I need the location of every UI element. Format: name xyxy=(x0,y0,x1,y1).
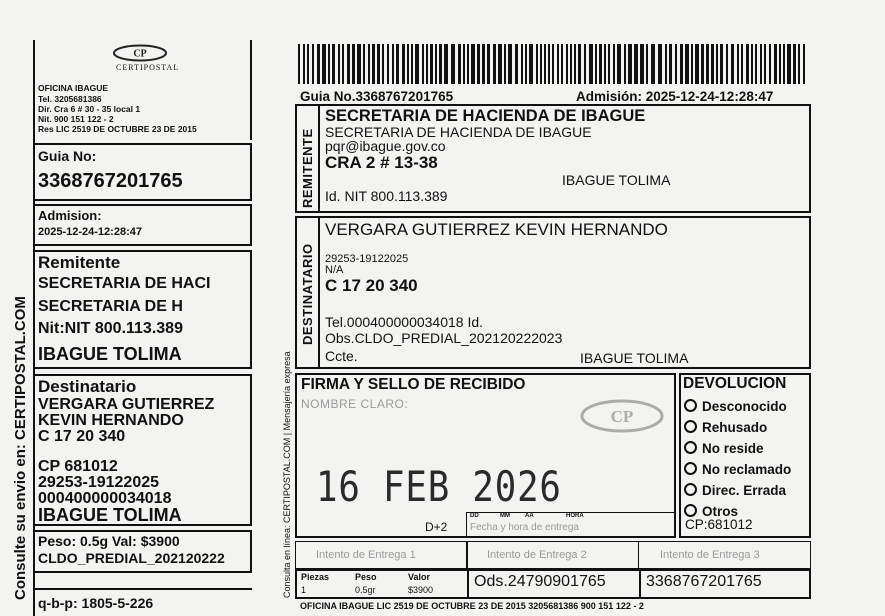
barcode-bar xyxy=(665,44,667,84)
barcode-bar xyxy=(422,44,424,84)
barcode-bar xyxy=(746,44,749,84)
firma-nombre-placeholder: NOMBRE CLARO: xyxy=(301,397,409,411)
barcode-bar xyxy=(628,44,632,84)
barcode-bar xyxy=(328,44,330,84)
barcode-bar xyxy=(557,44,559,84)
barcode-bar xyxy=(578,44,581,84)
stub-vertical-text: Consulte su envio en: CERTIPOSTAL.COM xyxy=(12,296,29,600)
destinatario-city: IBAGUE TOLIMA xyxy=(580,350,689,366)
barcode-bar xyxy=(566,44,568,84)
barcode-bar xyxy=(317,44,320,84)
barcode-bar xyxy=(658,44,662,84)
barcode-bar xyxy=(634,44,638,84)
barcode-bar xyxy=(599,44,602,84)
radio-circle-icon xyxy=(684,399,697,412)
barcode-bar xyxy=(521,44,523,84)
radio-circle-icon xyxy=(684,504,697,517)
devolucion-option-label: Rehusado xyxy=(702,420,768,435)
barcode-bar xyxy=(760,44,762,84)
barcode-bar xyxy=(347,44,350,84)
stub-remitente-nit: Nit:NIT 800.113.389 xyxy=(38,320,183,337)
stub-dest-tel: 000400000034018 xyxy=(38,490,172,507)
barcode-bar xyxy=(363,44,365,84)
barcode-bar xyxy=(604,44,606,84)
barcode-bar xyxy=(608,44,610,84)
barcode-bar xyxy=(695,44,699,84)
stub-dest-city: IBAGUE TOLIMA xyxy=(38,505,182,525)
barcode-bar xyxy=(303,44,305,84)
stub-dest-line2: KEVIN HERNANDO xyxy=(38,412,184,429)
piezas-label: Piezas xyxy=(301,572,330,582)
barcode-bar xyxy=(525,44,527,84)
barcode-bar xyxy=(624,44,626,84)
barcode-bar xyxy=(716,44,718,84)
barcode-bar xyxy=(415,44,419,84)
barcode-bar xyxy=(552,44,554,84)
mensajeria-vertical: Consulta en línea: CERTIPOSTAL.COM | Mensajería expresa xyxy=(282,351,292,598)
barcode-bar xyxy=(529,44,533,84)
stub-guia-number: 3368767201765 xyxy=(38,170,183,192)
header-admision: Admisión: 2025-12-24-12:28:47 xyxy=(576,89,774,104)
ods-number: Ods.24790901765 xyxy=(474,573,606,590)
footer-guia: 3368767201765 xyxy=(646,573,762,590)
radio-circle-icon xyxy=(684,483,697,496)
stub-dest-cp: CP 681012 xyxy=(38,458,118,475)
stub-dest-line3: C 17 20 340 xyxy=(38,428,126,445)
barcode-bar xyxy=(444,44,448,84)
barcode-bar xyxy=(669,44,672,84)
destinatario-obs: Obs.CLDO_PREDIAL_202120222023 xyxy=(325,330,563,346)
firma-watermark-logo xyxy=(580,398,664,434)
barcode-bar xyxy=(439,44,442,84)
barcode-bar xyxy=(387,44,389,84)
barcode-bar xyxy=(646,44,648,84)
stub-admision-value: 2025-12-24-12:28:47 xyxy=(38,226,142,238)
footer-bottom-line: OFICINA IBAGUE LIC 2519 DE OCTUBRE 23 DE 2015 3205681386 900 151 122 - 2 xyxy=(300,601,644,611)
remitente-city: IBAGUE TOLIMA xyxy=(562,172,671,188)
remitente-nit: Id. NIT 800.113.389 xyxy=(325,188,448,204)
radio-circle-icon xyxy=(684,441,697,454)
stub-dest-code: 29253-19122025 xyxy=(38,474,160,491)
barcode-bar xyxy=(322,44,326,84)
fecha-hora: HORA xyxy=(566,513,584,519)
barcode-bar xyxy=(487,44,490,84)
barcode-bar xyxy=(544,44,546,84)
fecha-label: Fecha y hora de entrega xyxy=(470,522,579,533)
barcode-bar xyxy=(751,44,753,84)
footer-divider-2 xyxy=(639,569,641,599)
barcode-bar xyxy=(368,44,370,84)
barcode-bar xyxy=(595,44,597,84)
barcode-bar xyxy=(377,44,380,84)
devolucion-option xyxy=(684,438,791,459)
devolucion-cp: CP:681012 xyxy=(685,517,753,532)
stub-qbp: q-b-p: 1805-5-226 xyxy=(38,595,154,611)
footer-divider-1 xyxy=(467,569,469,599)
destinatario-tel: Tel.000400000034018 Id. xyxy=(325,314,484,330)
destinatario-address: C 17 20 340 xyxy=(325,276,418,295)
barcode-bar xyxy=(803,44,805,84)
peso-value: 0.5gr xyxy=(355,585,376,595)
barcode-bar xyxy=(584,44,586,84)
stub-guia-label: Guia No: xyxy=(38,148,97,164)
devolucion-option-label: Otros xyxy=(702,504,739,519)
stub-remitente-label: Remitente xyxy=(38,253,121,272)
destinatario-ccte: Ccte. xyxy=(325,348,358,364)
barcode-bar xyxy=(755,44,757,84)
intento-2-label: Intento de Entrega 2 xyxy=(487,549,587,561)
barcode-bar xyxy=(471,44,475,84)
barcode-bar xyxy=(498,44,502,84)
barcode-bar xyxy=(332,44,335,84)
devolucion-option xyxy=(684,459,791,480)
devolucion-title: DEVOLUCION xyxy=(683,375,787,392)
barcode-bar xyxy=(407,44,409,84)
intento-3-label: Intento de Entrega 3 xyxy=(660,549,760,561)
destinatario-side-divider xyxy=(318,216,320,369)
barcode-bar xyxy=(548,44,550,84)
peso-label: Peso xyxy=(355,572,377,582)
barcode-bar xyxy=(493,44,496,84)
barcode-bar xyxy=(779,44,781,84)
barcode-bar xyxy=(536,44,538,84)
barcode-bar xyxy=(783,44,785,84)
barcode-bar xyxy=(463,44,465,84)
barcode-bar xyxy=(504,44,506,84)
barcode-bar xyxy=(737,44,739,84)
barcode-bar xyxy=(411,44,413,84)
barcode-bar xyxy=(392,44,394,84)
barcode-bar xyxy=(312,44,314,84)
barcode-bar xyxy=(613,44,615,84)
remitente-name1: SECRETARIA DE HACIENDA DE IBAGUE xyxy=(325,107,646,125)
stub-peso: Peso: 0.5g Val: $3900 xyxy=(38,533,180,549)
barcode-bar xyxy=(711,44,714,84)
office-name: OFICINA IBAGUE xyxy=(38,83,109,93)
barcode-bar xyxy=(726,44,728,84)
fecha-aa: AA xyxy=(525,513,534,519)
header-guia: Guia No.3368767201765 xyxy=(300,89,454,104)
devolucion-options xyxy=(684,396,791,522)
barcode-bar xyxy=(574,44,576,84)
stub-dest-line1: VERGARA GUTIERREZ xyxy=(38,396,215,413)
barcode-bar xyxy=(617,44,621,84)
barcode-bar xyxy=(540,44,542,84)
barcode-bar xyxy=(482,44,485,84)
devolucion-option xyxy=(684,480,791,501)
barcode-bar xyxy=(307,44,309,84)
remitente-address: CRA 2 # 13-38 xyxy=(325,153,438,172)
barcode-bar xyxy=(691,44,693,84)
devolucion-option xyxy=(684,417,791,438)
barcode-bar xyxy=(508,44,512,84)
stub-remitente-line2: SECRETARIA DE H xyxy=(38,298,183,315)
stub-separator xyxy=(33,588,252,590)
barcode-bar xyxy=(570,44,572,84)
barcode-bar xyxy=(477,44,480,84)
barcode-bar xyxy=(515,44,518,84)
barcode-bar xyxy=(342,44,344,84)
office-nit: Nit. 900 151 122 - 2 xyxy=(38,114,114,124)
barcode-bar xyxy=(701,44,704,84)
barcode-bar xyxy=(467,44,469,84)
barcode-bar xyxy=(651,44,655,84)
barcode-bar xyxy=(298,44,300,84)
devolucion-option-label: No reclamado xyxy=(702,462,792,477)
barcode-bar xyxy=(787,44,791,84)
barcode-bar xyxy=(685,44,689,84)
devolucion-option-label: Direc. Errada xyxy=(702,483,787,498)
barcode-bar xyxy=(640,44,644,84)
valor-label: Valor xyxy=(408,572,431,582)
barcode-bar xyxy=(338,44,340,84)
radio-circle-icon xyxy=(684,420,697,433)
barcode-bar xyxy=(561,44,563,84)
office-dir: Dir. Cra 6 # 30 - 35 local 1 xyxy=(38,104,141,114)
barcode-bar xyxy=(731,44,734,84)
intento-1-label: Intento de Entrega 1 xyxy=(316,549,416,561)
barcode-bar xyxy=(372,44,375,84)
valor-value: $3900 xyxy=(408,585,434,595)
certipostal-logo xyxy=(112,44,168,62)
stub-cldo: CLDO_PREDIAL_202120222 xyxy=(38,550,225,566)
destinatario-side-label: DESTINATARIO xyxy=(300,243,315,345)
firma-title: FIRMA Y SELLO DE RECIBIDO xyxy=(301,376,526,393)
barcode-bar xyxy=(793,44,796,84)
barcode-bar xyxy=(435,44,437,84)
destinatario-code: 29253-19122025 xyxy=(325,253,409,265)
barcode-bar xyxy=(680,44,683,84)
barcode-bar xyxy=(430,44,433,84)
barcode-bar xyxy=(706,44,709,84)
svg-text:CP: CP xyxy=(133,48,147,60)
devolucion-option-label: Desconocido xyxy=(702,399,787,414)
date-stamp: 16 FEB 2026 xyxy=(316,462,562,511)
barcode-bar xyxy=(357,44,361,84)
barcode-bar xyxy=(402,44,405,84)
remitente-email: pqr@ibague.gov.co xyxy=(325,138,446,154)
barcode-bar xyxy=(426,44,428,84)
barcode xyxy=(298,44,810,84)
radio-circle-icon xyxy=(684,462,697,475)
logo-text: CERTIPOSTAL xyxy=(116,63,180,72)
stub-dest-label: Destinatario xyxy=(38,377,137,396)
stub-admision-label: Admision: xyxy=(38,208,102,223)
remitente-name2: SECRETARIA DE HACIENDA DE IBAGUE xyxy=(325,124,592,140)
barcode-bar xyxy=(396,44,399,84)
barcode-bar xyxy=(382,44,384,84)
barcode-bar xyxy=(675,44,677,84)
barcode-bar xyxy=(720,44,723,84)
barcode-bar xyxy=(589,44,593,84)
barcode-bar xyxy=(774,44,777,84)
svg-text:CP: CP xyxy=(610,407,634,426)
stub-remitente-line1: SECRETARIA DE HACI xyxy=(38,275,211,292)
destinatario-na: N/A xyxy=(325,264,344,276)
d-plus-two: D+2 xyxy=(425,520,448,534)
barcode-bar xyxy=(451,44,455,84)
barcode-bar xyxy=(352,44,355,84)
piezas-value: 1 xyxy=(301,585,307,595)
stub-remitente-city: IBAGUE TOLIMA xyxy=(38,344,182,364)
remitente-side-label: REMITENTE xyxy=(300,128,315,208)
destinatario-name: VERGARA GUTIERREZ KEVIN HERNANDO xyxy=(325,220,668,239)
barcode-bar xyxy=(798,44,800,84)
barcode-bar xyxy=(458,44,461,84)
devolucion-option-label: No reside xyxy=(702,441,764,456)
stub-right-border xyxy=(250,40,252,140)
office-tel: Tel. 3205681386 xyxy=(38,94,102,104)
barcode-bar xyxy=(741,44,743,84)
devolucion-option xyxy=(684,396,791,417)
remitente-side-divider xyxy=(318,104,320,213)
barcode-bar xyxy=(764,44,766,84)
office-res: Res LIC 2519 DE OCTUBRE 23 DE 2015 xyxy=(38,124,197,134)
fecha-dd: DD xyxy=(470,513,479,519)
barcode-bar xyxy=(769,44,771,84)
fecha-mm: MM xyxy=(500,513,510,519)
